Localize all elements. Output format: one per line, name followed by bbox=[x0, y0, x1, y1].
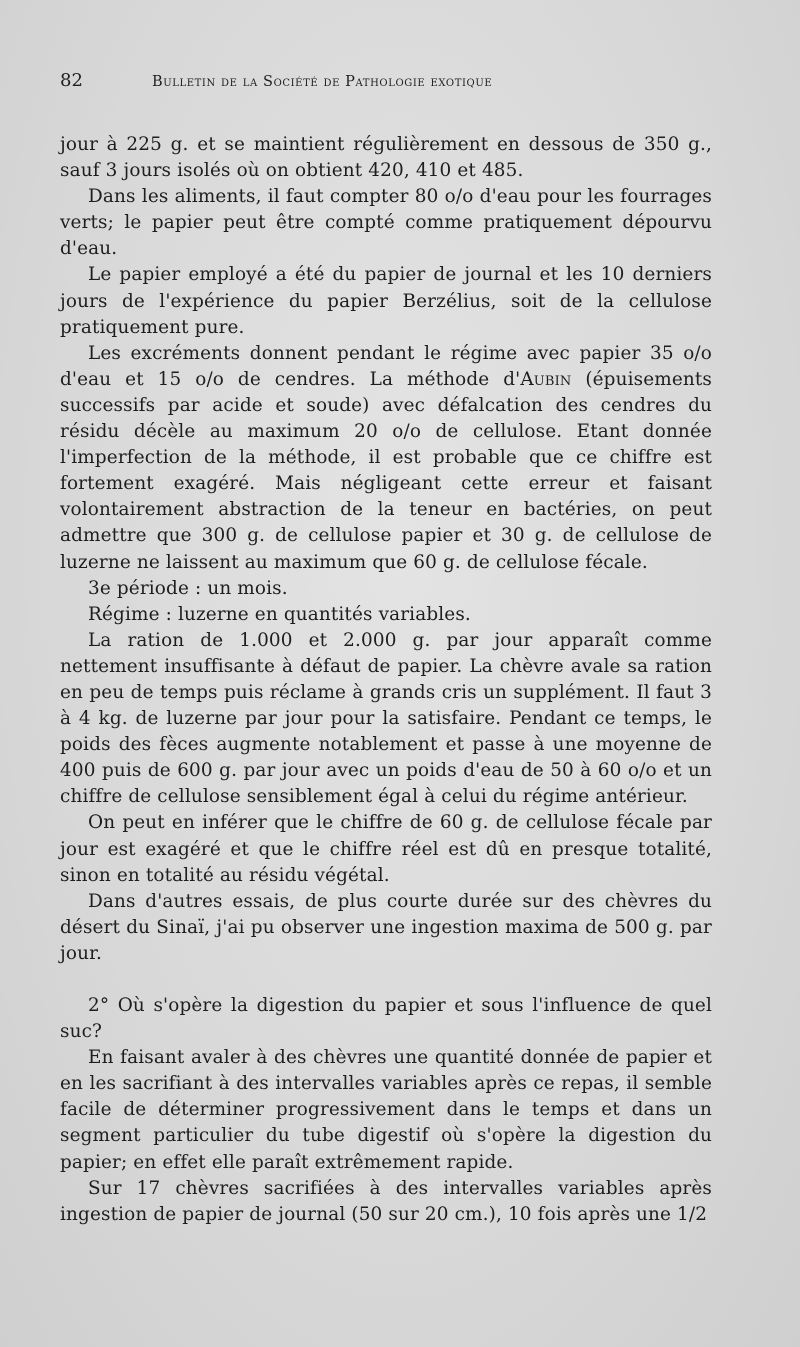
running-head bbox=[60, 70, 712, 106]
journal-title: Bulletin de la Société de Pathologie exotique bbox=[152, 74, 493, 90]
paragraph: La ration de 1.000 et 2.000 g. par jour apparaît comme nettement insuffisante à défaut de papier. La chèvre avale sa ration en peu de temps puis réclame à grands cris un supplément. Il faut 3 à 4 kg. de luzerne par jour pour la satisfaire. Pendant ce temps, le poids des fèces augmente notablement et passe à une moyenne de 400 puis de 600 g. par jour avec un poids d'eau de 50 à 60 o/o et un chiffre de cellulose sensiblement égal à celui du régime antérieur. bbox=[60, 629, 712, 808]
paragraph: Dans d'autres essais, de plus courte durée sur des chèvres du désert du Sinaï, j'ai pu observer une ingestion maxima de 500 g. par jour. bbox=[60, 890, 712, 964]
paragraph-text: Les excréments donnent pendant le régime avec papier 35 o/o d'eau et 15 o/o de cendres. La méthode d' bbox=[60, 342, 712, 390]
author-name: Aubin bbox=[520, 368, 572, 390]
body-text bbox=[60, 132, 712, 1228]
paragraph: 3e période : un mois. bbox=[88, 577, 288, 599]
paragraph: On peut en inférer que le chiffre de 60 g. de cellulose fécale par jour est exagéré et que le chiffre réel est dû en presque totalité, sinon en totalité au résidu végétal. bbox=[60, 812, 712, 886]
paragraph bbox=[60, 341, 712, 576]
paragraph: Régime : luzerne en quantités variables. bbox=[88, 603, 471, 625]
paragraph: Sur 17 chèvres sacrifiées à des intervalles variables après ingestion de papier de journal (50 sur 20 cm.), 10 fois après une 1/2 bbox=[60, 1177, 712, 1225]
paragraph-text: (épuisements successifs par acide et soude) avec défalcation des cendres du résidu décèle au maximum 20 o/o de cellulose. Etant donnée l'imperfection de la méthode, il est probable que ce chiffre est fortement exagéré. Mais négligeant cette erreur et faisant volontairement abstraction de la teneur en bactéries, on peut admettre que 300 g. de cellulose papier et 30 g. de cellulose de luzerne ne laissent au maximum que 60 g. de cellulose fécale. bbox=[60, 368, 712, 573]
paragraph: Le papier employé a été du papier de journal et les 10 derniers jours de l'expérience du papier Berzélius, soit de la cellulose pratiquement pure. bbox=[60, 264, 712, 338]
paragraph: Dans les aliments, il faut compter 80 o/o d'eau pour les fourrages verts; le papier peut être compté comme pratiquement dépourvu d'eau. bbox=[60, 186, 712, 260]
paragraph: En faisant avaler à des chèvres une quantité donnée de papier et en les sacrifiant à des intervalles variables après ce repas, il semble facile de déterminer progressivement dans le temps et dans un segment particulier du tube digestif où s'opère la digestion du papier; en effet elle paraît extrêmement rapide. bbox=[60, 1047, 712, 1173]
page-number: 82 bbox=[60, 70, 83, 91]
paragraph: jour à 225 g. et se maintient régulièrement en dessous de 350 g., sauf 3 jours isolés où on obtient 420, 410 et 485. bbox=[60, 134, 712, 182]
section-question: 2° Où s'opère la digestion du papier et sous l'influence de quel suc? bbox=[60, 995, 712, 1043]
